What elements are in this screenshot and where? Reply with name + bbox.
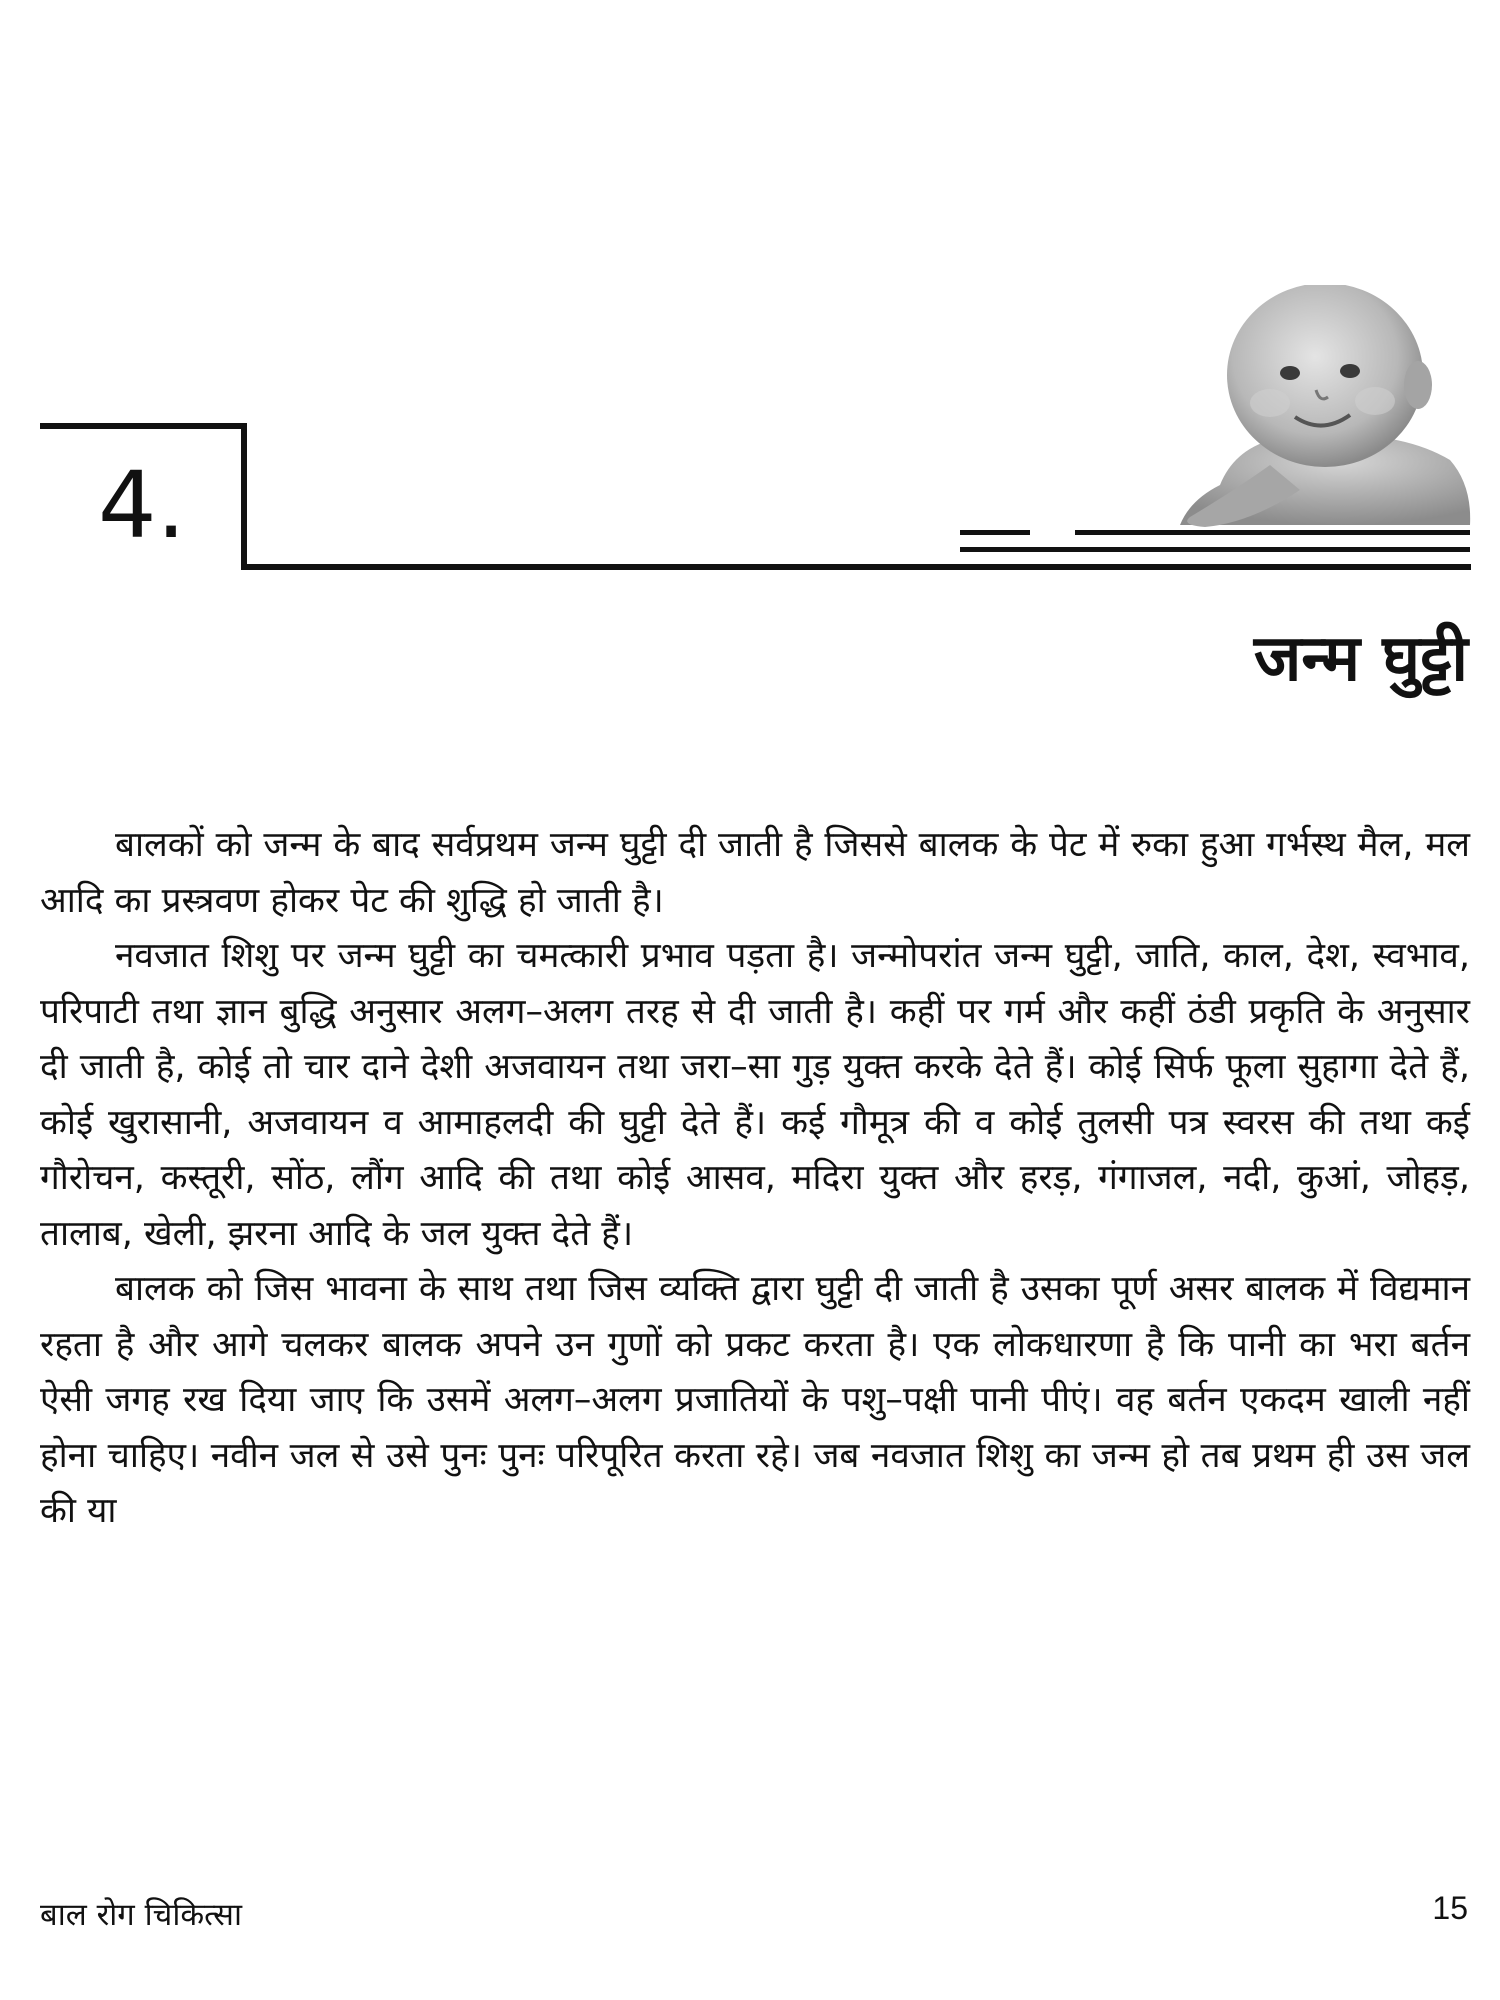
chapter-title: जन्म घुट्टी (1253, 622, 1468, 696)
paragraph-1: बालकों को जन्म के बाद सर्वप्रथम जन्म घुट्टी दी जाती है जिससे बालक के पेट में रुका हुआ गर्भस्थ मैल, मल आदि का प्रस्त्रवण होकर पेट की शुद्धि हो जाती है। (40, 825, 1470, 921)
header-frame-vertical-line (241, 423, 247, 570)
header-frame-bottom-line (241, 564, 1471, 570)
chapter-number: 4. (98, 452, 186, 559)
header-deco-line-3 (960, 547, 1470, 552)
header-deco-line-1 (960, 530, 1030, 535)
body-text (40, 818, 1470, 1540)
baby-photo (1150, 285, 1475, 540)
footer-page-number: 15 (1432, 1890, 1468, 1926)
paragraph-2: नवजात शिशु पर जन्म घुट्टी का चमत्कारी प्रभाव पड़ता है। जन्मोपरांत जन्म घुट्टी, जाति, काल, देश, स्वभाव, परिपाटी तथा ज्ञान बुद्धि अनुसार अलग–अलग तरह से दी जाती है। कहीं पर गर्म और कहीं ठंडी प्रकृति के अनुसार दी जाती है, कोई तो चार दाने देशी अजवायन तथा जरा–सा गुड़ युक्त करके देते हैं। कोई सिर्फ फूला सुहागा देते हैं, कोई खुरासानी, अजवायन व आमाहलदी की घुट्टी देते हैं। कई गौमूत्र की व कोई तुलसी पत्र स्वरस की तथा कई गौरोचन, कस्तूरी, सोंठ, लौंग आदि की तथा कोई आसव, मदिरा युक्त और हरड़, गंगाजल, नदी, कुआं, जोहड़, तालाब, खेली, झरना आदि के जल युक्त देते हैं। (40, 936, 1470, 1254)
footer-book-title: बाल रोग चिकित्सा (40, 1897, 243, 1933)
header-frame-top-line (40, 423, 247, 429)
paragraph-3: बालक को जिस भावना के साथ तथा जिस व्यक्ति द्वारा घुट्टी दी जाती है उसका पूर्ण असर बालक में विद्यमान रहता है और आगे चलकर बालक अपने उन गुणों को प्रकट करता है। एक लोकधारणा है कि पानी का भरा बर्तन ऐसी जगह रख दिया जाए कि उसमें अलग–अलग प्रजातियों के पशु–पक्षी पानी पीएं। वह बर्तन एकदम खाली नहीं होना चाहिए। नवीन जल से उसे पुनः पुनः परिपूरित करता रहे। जब नवजात शिशु का जन्म हो तब प्रथम ही उस जल की या (40, 1269, 1470, 1531)
